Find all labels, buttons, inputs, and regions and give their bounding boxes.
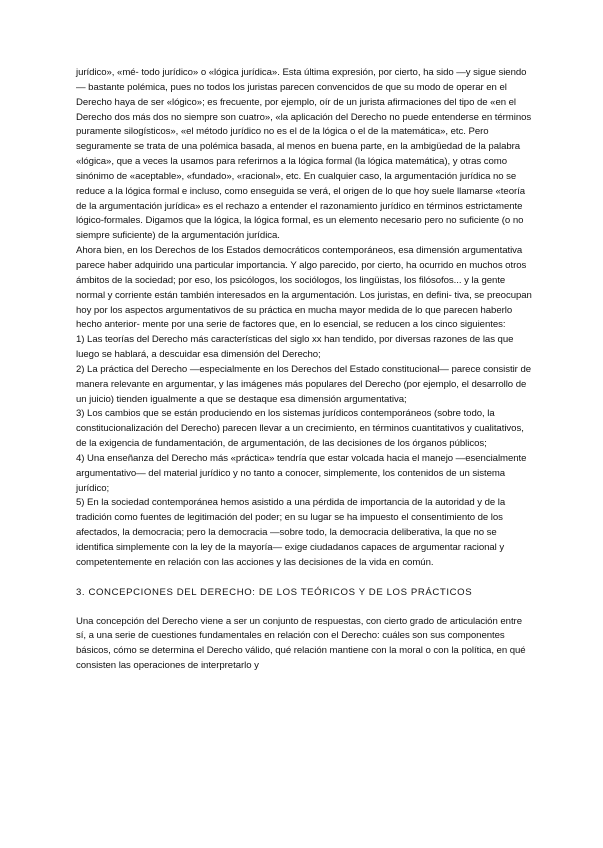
paragraph-dimension-argumentativa: Ahora bien, en los Derechos de los Estados democráticos contemporáneos, esa dimensión argumentativa parece haber adquirido una particular importancia. Y algo parecido, por cierto, ha ocurrido en muchos otros ámbitos de la sociedad; por eso, los psicólogos, los sociólogos, los lingüistas, los filósofos... y la gente normal y corriente están también interesados en la argumentación. Los juristas, en defini- tiva, se preocupan hoy por los aspectos argumentativos de su práctica en mucha mayor medida de lo que parecen haberlo hecho anterior- mente por una serie de factores que, en lo esencial, se reducen a los cinco siguientes: — [76, 245, 532, 331]
list-item-factor-4: 4) Una enseñanza del Derecho más «práctica» tendría que estar volcada hacia el manejo —esencialmente argumentativo— del material jurídico y no tanto a conocer, simplemente, los contenidos de un sistema jurídico; — [76, 452, 527, 494]
document-page — [76, 66, 532, 674]
list-item-factor-1: 1) Las teorías del Derecho más características del siglo xx han tendido, por diversas razones de las que luego se hablará, a descuidar esa dimensión del Derecho; — [76, 334, 514, 361]
section-heading: 3. CONCEPCIONES DEL DERECHO: DE LOS TEÓRICOS Y DE LOS PRÁCTICOS — [76, 586, 473, 598]
paragraph-concepcion-derecho: Una concepción del Derecho viene a ser un conjunto de respuestas, con cierto grado de articulación entre sí, a una serie de cuestiones fundamentales en relación con el Derecho: cuáles son sus componentes básicos, cómo se determina el Derecho válido, qué relación mantiene con la moral o con la política, en qué consisten las operaciones de interpretarlo y — [76, 615, 526, 672]
list-item-factor-5: 5) En la sociedad contemporánea hemos asistido a una pérdida de importancia de la autoridad y de la tradición como fuentes de legitimación del poder; en su lugar se ha impuesto el consentimiento de los afectados, la democracia; pero la democracia —sobre todo, la democracia deliberativa, la que no se identifica simplemente con la ley de la mayoría— exige ciudadanos capaces de argumentar racional y competentemente en relación con las acciones y las decisiones de la vida en común. — [76, 497, 506, 568]
paragraph-logica-juridica: jurídico», «mé- todo jurídico» o «lógica jurídica». Esta última expresión, por cierto, ha sido —y sigue siendo— bastante polémica, pues no todos los juristas parecen convencidos de que su modo de operar en el Derecho haya de ser «lógico»; es frecuente, por ejemplo, oír de un jurista afirmaciones del tipo de «en el Derecho dos más dos no siempre son cuatro», «la aplicación del Derecho no puede entenderse en términos puramente silogísticos», «el método jurídico no es el de la lógica o el de la matemática», etc. Pero seguramente se trata de una polémica basada, al menos en buena parte, en la ambigüedad de la palabra «lógica», que a veces la usamos para referirnos a la lógica formal (la lógica matemática), y otras como sinónimo de «aceptable», «fundado», «racional», etc. En cualquier caso, la argumentación jurídica no se reduce a la lógica formal e incluso, como enseguida se verá, el origen de lo que hoy suele llamarse «teoría de la argumentación jurídica» es el rechazo a entender el razonamiento jurídico en términos estrictamente lógico-formales. Digamos que la lógica, la lógica formal, es un elemento necesario pero no suficiente (o no siempre suficiente) de la argumentación jurídica. — [76, 67, 532, 242]
list-item-factor-3: 3) Los cambios que se están produciendo en los sistemas jurídicos contemporáneos (sobre todo, la constitucionalización del Derecho) parecen llevar a un crecimiento, en términos cuantitativos y cualitativos, de la exigencia de fundamentación, de argumentación, de las decisiones de los órganos públicos; — [76, 408, 524, 450]
list-item-factor-2: 2) La práctica del Derecho —especialmente en los Derechos del Estado constitucional— parece consistir de manera relevante en argumentar, y las imágenes más populares del Derecho (por ejemplo, el desarrollo de un juicio) tienden igualmente a que se destaque esa dimensión argumentativa; — [76, 363, 532, 405]
